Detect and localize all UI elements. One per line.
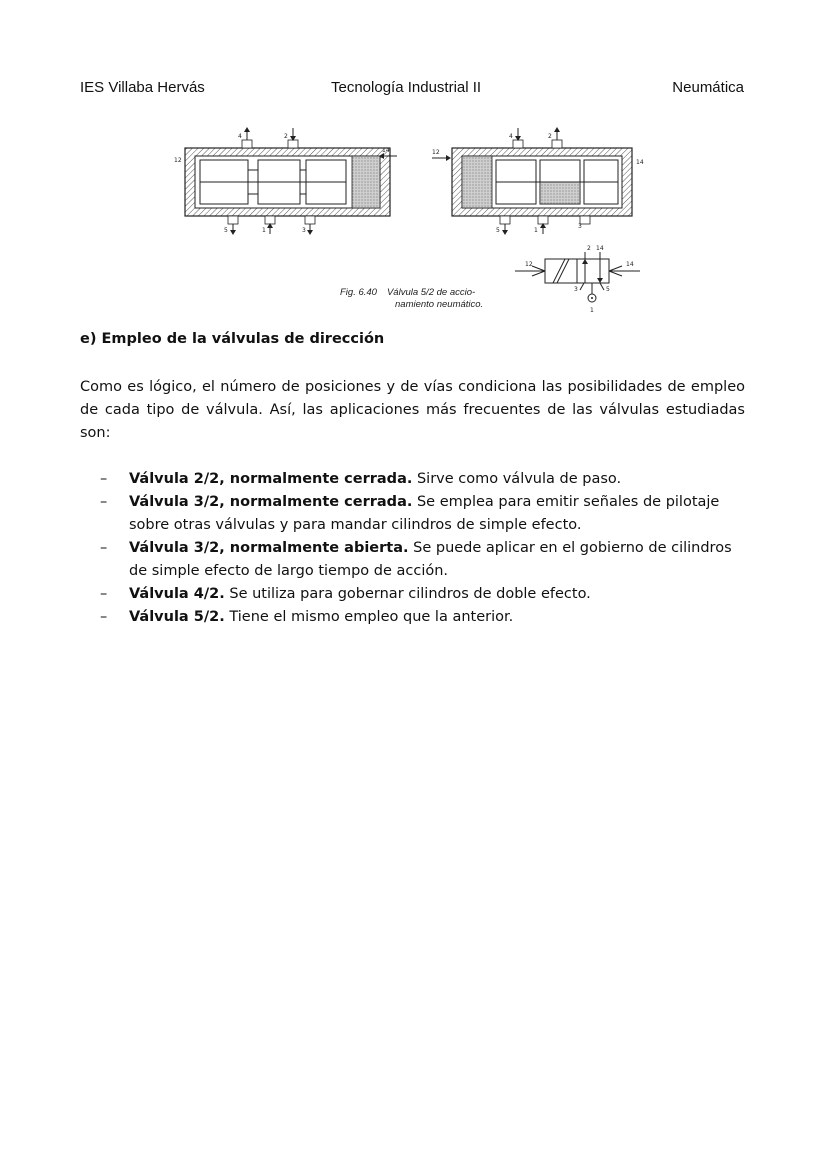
port-label: 1 [534,227,538,234]
list-item-bold: Válvula 2/2, normalmente cerrada. [129,471,413,487]
list-item [100,468,750,491]
caption-line-1: Válvula 5/2 de accio- [386,287,476,298]
list-dash: – [100,609,108,625]
list-dash: – [100,586,108,602]
list-item-text: Sirve como válvula de paso. [412,471,622,487]
port-label: 14 [636,159,644,166]
figure-caption [340,287,483,311]
list-item-bold: Válvula 3/2, normalmente abierta. [129,540,409,556]
port-label: 12 [174,157,182,164]
list-item-text: Se puede aplicar en el gobierno de cilindros de simple efecto de largo tiempo de acción. [129,540,732,579]
list-item-text: Se emplea para emitir señales de pilotaje sobre otras válvulas y para mandar cilindros de simple efecto. [129,494,720,533]
list-item-bold: Válvula 3/2, normalmente cerrada. [129,494,413,510]
list-item [100,606,750,629]
port-label: 14 [596,245,604,252]
port-label: 4 [509,133,513,140]
port-label: 3 [574,286,578,293]
caption-line-2: namiento neumático. [395,299,484,310]
list-item-bold: Válvula 4/2. [129,586,225,602]
caption-label: Fig. 6.40 [340,287,377,298]
port-label: 12 [432,149,440,156]
valve-usage-list [100,468,750,629]
list-dash: – [100,471,108,487]
port-label: 2 [284,133,288,140]
body-paragraph: Como es lógico, el número de posiciones y de vías condiciona las posibilidades de empleo de cada tipo de válvula. Así, las aplicaciones más frecuentes de las válvulas estudiadas son: [80,379,745,441]
port-label: 3 [578,223,582,230]
header-school: IES Villaba Hervás [80,79,205,96]
port-label: 14 [626,261,634,268]
left-valve-drawing [174,127,397,235]
section-title: e) Empleo de la válvulas de dirección [80,331,385,347]
right-valve-drawing [432,127,644,235]
header-topic: Neumática [672,79,744,96]
list-item [100,491,750,537]
valve-symbol [515,245,640,314]
port-label: 14 [382,147,390,154]
port-label: 5 [496,227,500,234]
port-label: 5 [606,286,610,293]
list-item-text: Tiene el mismo empleo que la anterior. [224,609,514,625]
port-label: 2 [587,245,591,252]
list-dash: – [100,494,108,510]
list-item-bold: Válvula 5/2. [129,609,225,625]
port-label: 1 [590,307,594,314]
header-subject: Tecnología Industrial II [331,79,482,96]
list-dash: – [100,540,108,556]
port-label: 2 [548,133,552,140]
port-label: 12 [525,261,533,268]
port-label: 5 [224,227,228,234]
port-label: 1 [262,227,266,234]
list-item-text: Se utiliza para gobernar cilindros de doble efecto. [224,586,591,602]
port-label: 4 [238,133,242,140]
port-label: 3 [302,227,306,234]
list-item [100,583,750,606]
list-item [100,537,750,583]
